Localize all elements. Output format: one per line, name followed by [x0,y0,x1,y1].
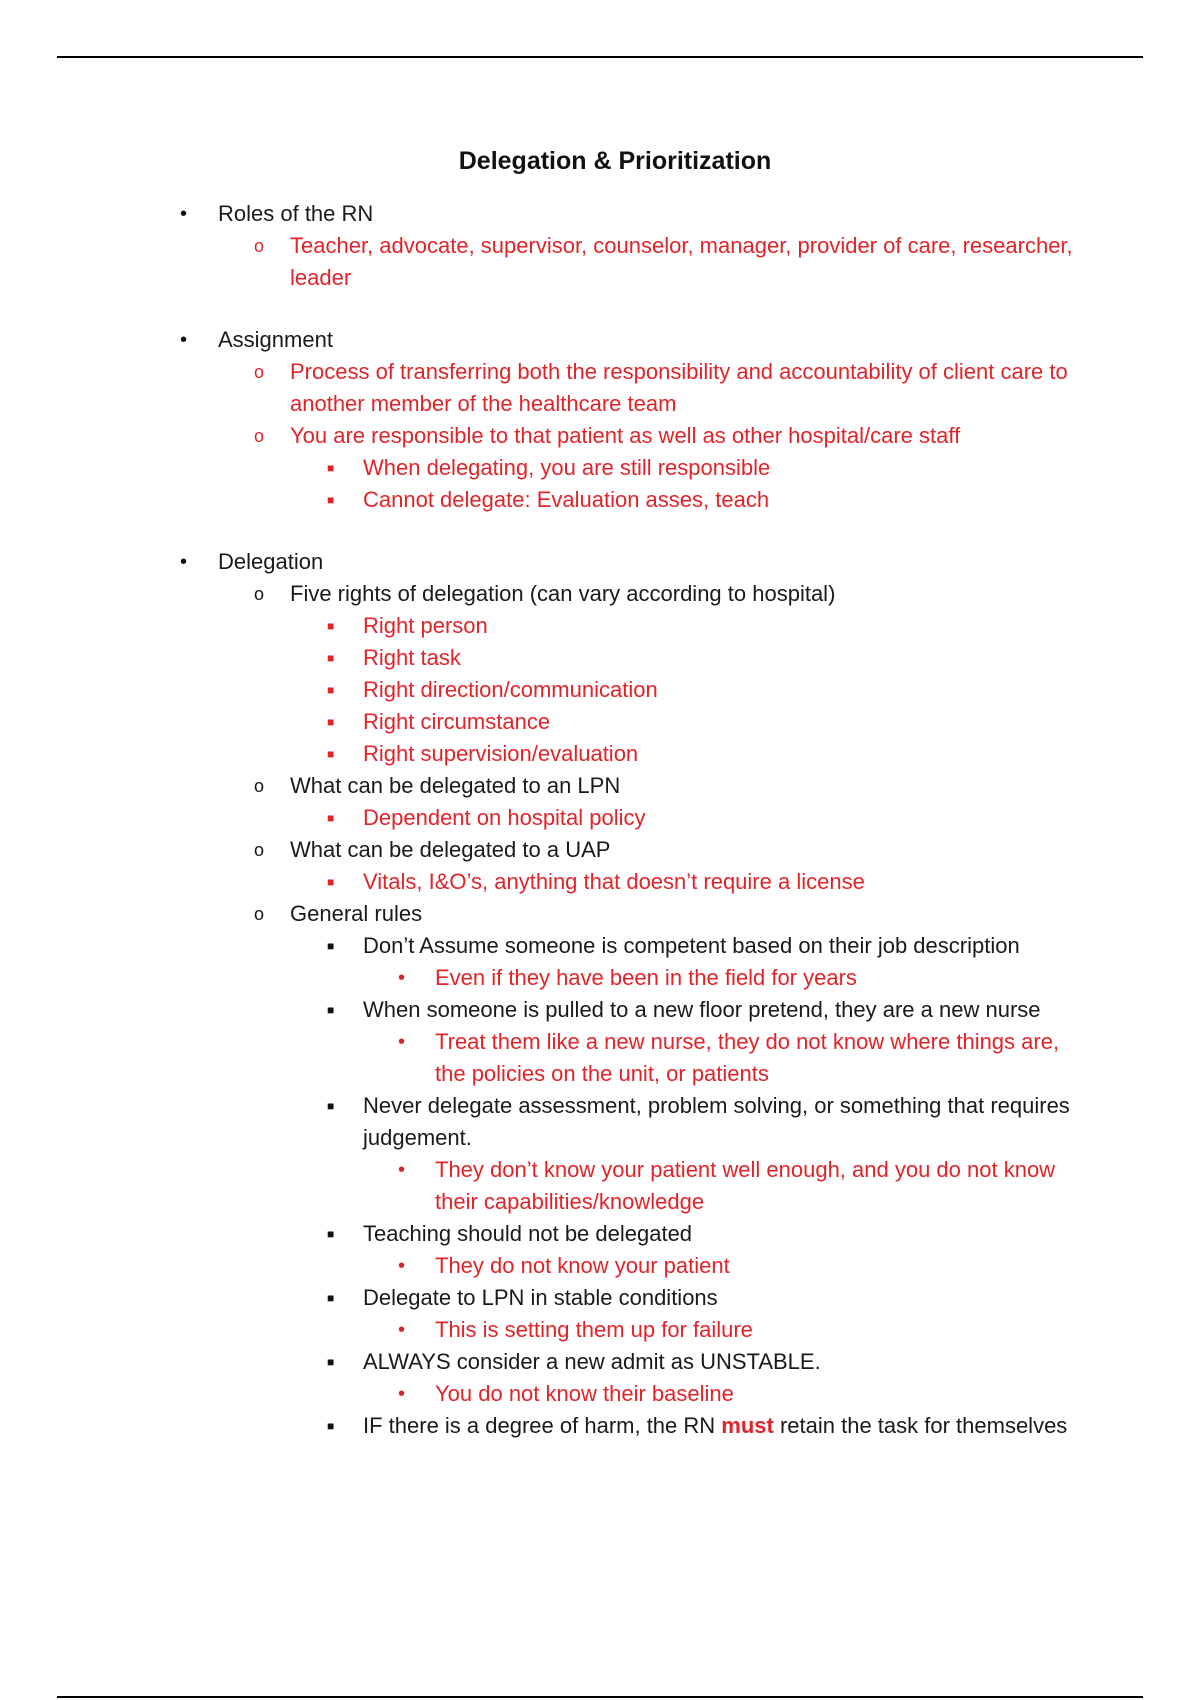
list-item-rule-assessment [0,1090,1083,1154]
bullet-icon: • [398,1383,406,1405]
list-item-text [363,1413,1067,1438]
list-item-text: Delegate to LPN in stable conditions [363,1285,718,1310]
list-item-rule-harm [0,1410,1083,1442]
list-item-roles [0,198,1098,230]
list-item-right-direction [0,674,1083,706]
square-bullet-icon: ■ [327,1291,335,1305]
list-item-still-responsible [0,452,1083,484]
list-item-cannot-delegate [0,484,1083,516]
document-body [0,198,1200,1442]
square-bullet-icon: ■ [327,1227,335,1241]
list-item-five-rights [0,578,1090,610]
list-item-right-supervision [0,738,1083,770]
rule-harm-text-after: retain the task for themselves [773,1413,1068,1438]
list-item-rule-stable [0,1282,1083,1314]
square-bullet-icon: ■ [327,493,335,507]
list-item-text: Even if they have been in the field for years [435,965,857,990]
list-item-rule-stable-note [0,1314,1085,1346]
list-item-text: Delegation [218,549,324,574]
bullet-icon: • [180,551,188,573]
list-item-rule-teaching [0,1218,1083,1250]
square-bullet-icon: ■ [327,939,335,953]
circle-bullet-icon: o [254,904,265,924]
square-bullet-icon: ■ [327,619,335,633]
rule-harm-emphasis: must [721,1413,774,1438]
square-bullet-icon: ■ [327,1419,335,1433]
list-item-assignment-definition [0,356,1090,420]
list-item-text: Process of transferring both the responsibility and accountability of client care to another member of the healthcare team [290,359,1068,416]
top-border-line [57,56,1143,58]
list-item-assignment-responsibility [0,420,1090,452]
list-item-text: This is setting them up for failure [435,1317,753,1342]
list-item-text: You are responsible to that patient as well as other hospital/care staff [290,423,961,448]
list-item-text: General rules [290,901,423,926]
circle-bullet-icon: o [254,776,265,796]
list-item-delegation [0,546,1098,578]
list-item-text: Teacher, advocate, supervisor, counselor, manager, provider of care, researcher, leader [290,233,1073,290]
list-item-text: Roles of the RN [218,201,374,226]
circle-bullet-icon: o [254,362,265,382]
bullet-icon: • [398,1159,406,1181]
rule-harm-text-before: IF there is a degree of harm, the RN [363,1413,722,1438]
circle-bullet-icon: o [254,840,265,860]
list-item-text: Teaching should not be delegated [363,1221,693,1246]
document-title: Delegation & Prioritization [458,147,772,175]
square-bullet-icon: ■ [327,651,335,665]
bullet-icon: • [398,1319,406,1341]
list-item-roles-detail [0,230,1090,294]
list-item-rule-competence-note [0,962,1085,994]
square-bullet-icon: ■ [327,1099,335,1113]
bullet-icon: • [180,329,188,351]
list-item-uap [0,834,1090,866]
list-item-rule-new-admit [0,1346,1083,1378]
square-bullet-icon: ■ [327,461,335,475]
square-bullet-icon: ■ [327,1355,335,1369]
list-item-text: What can be delegated to an LPN [290,773,621,798]
list-item-text: Never delegate assessment, problem solving, or something that requires judgement. [363,1093,1070,1150]
circle-bullet-icon: o [254,584,265,604]
list-item-right-person [0,610,1083,642]
circle-bullet-icon: o [254,426,265,446]
list-item-text: Right person [363,613,488,638]
list-item-text: Assignment [218,327,333,352]
list-item-assignment [0,324,1098,356]
list-item-text: Dependent on hospital policy [363,805,646,830]
bullet-icon: • [180,203,188,225]
list-item-text: Right direction/communication [363,677,658,702]
list-item-text: When someone is pulled to a new floor pretend, they are a new nurse [363,997,1041,1022]
list-item-text: When delegating, you are still responsible [363,455,771,480]
circle-bullet-icon: o [254,236,265,256]
list-item-rule-new-admit-note [0,1378,1085,1410]
list-item-rule-assessment-note [0,1154,1085,1218]
square-bullet-icon: ■ [327,715,335,729]
list-item-right-task [0,642,1083,674]
list-item-text: What can be delegated to a UAP [290,837,611,862]
list-item-text: Right task [363,645,461,670]
list-item-uap-answer [0,866,1083,898]
list-item-text: Cannot delegate: Evaluation asses, teach [363,487,770,512]
list-item-text: Vitals, I&O’s, anything that doesn’t require a license [363,869,865,894]
list-item-lpn [0,770,1090,802]
list-item-rule-new-floor-note [0,1026,1085,1090]
square-bullet-icon: ■ [327,1003,335,1017]
list-item-text: Right circumstance [363,709,551,734]
list-item-rule-teaching-note [0,1250,1085,1282]
list-item-text: They do not know your patient [435,1253,730,1278]
list-item-general-rules [0,898,1090,930]
bullet-icon: • [398,1031,406,1053]
bullet-icon: • [398,1255,406,1277]
square-bullet-icon: ■ [327,875,335,889]
list-item-text: Treat them like a new nurse, they do not know where things are, the policies on the unit, or patients [435,1029,1060,1086]
list-item-text: They don’t know your patient well enough, and you do not know their capabilities/knowledge [435,1157,1056,1214]
square-bullet-icon: ■ [327,747,335,761]
list-item-text: Don’t Assume someone is competent based on their job description [363,933,1020,958]
square-bullet-icon: ■ [327,811,335,825]
list-item-lpn-answer [0,802,1083,834]
list-item-right-circumstance [0,706,1083,738]
list-item-text: ALWAYS consider a new admit as UNSTABLE. [363,1349,821,1374]
list-item-text: Right supervision/evaluation [363,741,639,766]
list-item-rule-new-floor [0,994,1083,1026]
bottom-border-line [57,1696,1143,1698]
list-item-text: Five rights of delegation (can vary according to hospital) [290,581,836,606]
list-item-text: You do not know their baseline [435,1381,734,1406]
bullet-icon: • [398,967,406,989]
list-item-rule-competence [0,930,1083,962]
square-bullet-icon: ■ [327,683,335,697]
